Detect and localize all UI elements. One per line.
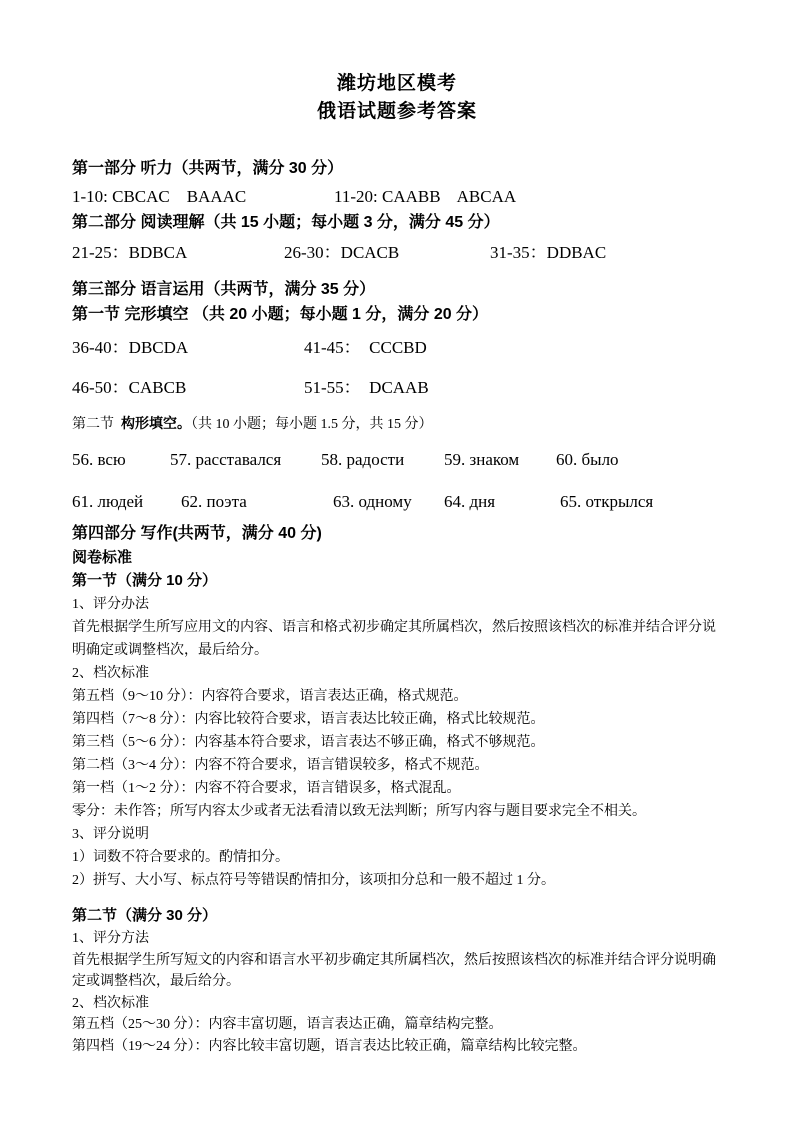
answers-41-45: 41-45： CCCBD	[304, 338, 427, 357]
answer-64: 64. дня	[444, 492, 496, 511]
rubric-line: 明确定或调整档次，最后给分。	[72, 643, 268, 658]
cloze-answer-row-1	[72, 336, 734, 360]
answers-21-25: 21-25：BDBCA	[72, 243, 188, 262]
answer-63: 63. одному	[333, 492, 412, 511]
part2-heading: 第二部分 阅读理解（共 15 小题；每小题 3 分，满分 45 分）	[72, 214, 500, 231]
answers-26-30: 26-30：DCACB	[284, 243, 400, 262]
part1-answer-row	[72, 185, 734, 209]
rubric-line: 第五档（25～30 分）：内容丰富切题，语言表达正确，篇章结构完整。	[72, 1017, 503, 1032]
part4-section1-body	[72, 593, 734, 892]
rubric-line: 第三档（5～6 分）：内容基本符合要求，语言表达不够正确，格式不够规范。	[72, 735, 545, 750]
section2-label: 第二节	[72, 417, 121, 432]
form-answer-row-1	[72, 448, 734, 472]
answers-51-55: 51-55： DCAAB	[304, 378, 429, 397]
part1-heading: 第一部分 听力（共两节，满分 30 分）	[72, 160, 344, 177]
rubric-line: 零分：未作答；所写内容太少或者无法看清以致无法判断；所写内容与题目要求完全不相关。	[72, 804, 646, 819]
answer-59: 59. знаком	[444, 450, 520, 469]
rubric-line: 1、评分方法	[72, 931, 149, 946]
part4-section2-heading: 第二节（满分 30 分）	[72, 907, 218, 924]
title-line-2: 俄语试题参考答案	[316, 101, 477, 122]
answer-56: 56. всю	[72, 450, 126, 469]
answer-57: 57. расставался	[170, 450, 282, 469]
part4-heading: 第四部分 写作(共两节，满分 40 分)	[72, 525, 322, 542]
part3-section1-heading: 第一节 完形填空 （共 20 小题；每小题 1 分，满分 20 分）	[72, 306, 489, 323]
rubric-line: 2、档次标准	[72, 666, 149, 681]
answer-58: 58. радости	[321, 450, 405, 469]
answer-65: 65. открылся	[560, 492, 654, 511]
part4-section1-heading: 第一节（满分 10 分）	[72, 572, 218, 589]
part3-section2-heading	[72, 413, 734, 435]
rubric-line: 第二档（3～4 分）：内容不符合要求，语言错误较多，格式不规范。	[72, 758, 489, 773]
answer-60: 60. было	[556, 450, 619, 469]
cloze-answer-row-2	[72, 376, 734, 400]
rubric-line: 第一档（1～2 分）：内容不符合要求，语言错误多，格式混乱。	[72, 781, 461, 796]
rubric-line: 第四档（19～24 分）：内容比较丰富切题，语言表达比较正确，篇章结构比较完整。	[72, 1038, 587, 1054]
rubric-line: 1）词数不符合要求的。酌情扣分。	[72, 850, 289, 865]
section2-title: 构形填空。	[121, 415, 191, 431]
rubric-line: 1、评分办法	[72, 597, 149, 612]
form-answer-row-2	[72, 490, 734, 514]
rubric-title: 阅卷标准	[72, 549, 133, 566]
answer-62: 62. поэта	[181, 492, 247, 511]
rubric-line: 2）拼写、大小写、标点符号等错误酌情扣分，该项扣分总和一般不超过 1 分。	[72, 873, 555, 888]
part2-answer-row	[72, 241, 734, 265]
document-title	[0, 0, 794, 126]
part4-section2-body	[72, 928, 734, 1057]
answers-46-50: 46-50：CABCB	[72, 378, 187, 397]
rubric-line: 定或调整档次，最后给分。	[72, 974, 240, 989]
answers-36-40: 36-40：DBCDA	[72, 338, 189, 357]
rubric-line: 第四档（7～8 分）：内容比较符合要求，语言表达比较正确，格式比较规范。	[72, 712, 545, 727]
answers-11-20: 11-20: CAABB ABCAA	[334, 187, 517, 206]
rubric-line: 2、档次标准	[72, 995, 149, 1011]
answer-61: 61. людей	[72, 492, 144, 511]
title-line-1: 潍坊地区模考	[336, 73, 457, 94]
answers-31-35: 31-35：DDBAC	[490, 243, 607, 262]
rubric-line: 首先根据学生所写短文的内容和语言水平初步确定其所属档次，然后按照该档次的标准并结合评分说明确	[72, 952, 716, 968]
section2-meta: （共 10 小题；每小题 1.5 分，共 15 分）	[191, 417, 433, 432]
part3-heading: 第三部分 语言运用（共两节，满分 35 分）	[72, 281, 376, 298]
rubric-line: 3、评分说明	[72, 827, 149, 842]
rubric-line: 首先根据学生所写应用文的内容、语言和格式初步确定其所属档次，然后按照该档次的标准并结合评分说	[72, 620, 716, 635]
rubric-line: 第五档（9～10 分）：内容符合要求，语言表达正确，格式规范。	[72, 689, 468, 704]
answers-1-10: 1-10: CBCAC BAAAC	[72, 187, 247, 206]
